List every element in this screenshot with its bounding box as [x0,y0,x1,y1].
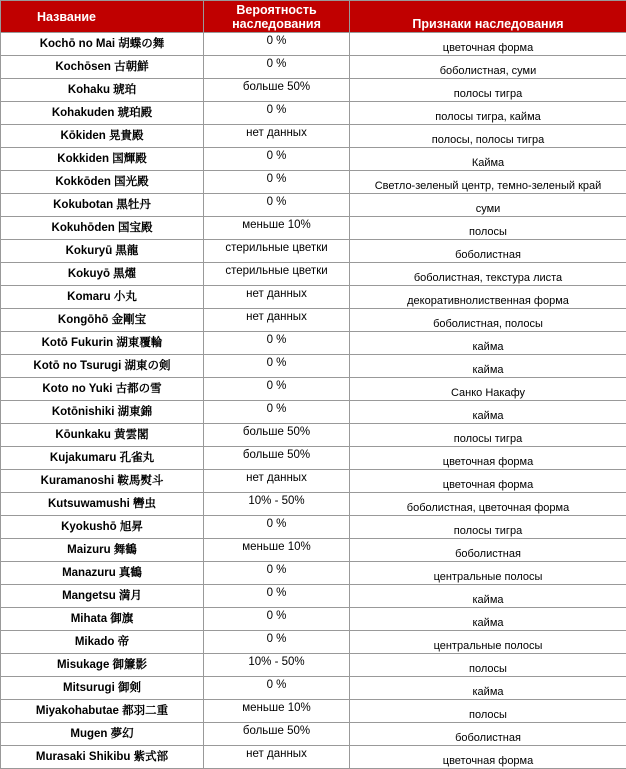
table-row [1,608,626,631]
cell-name: Kōunkaku 黄雲閣 [1,424,204,447]
cell-features: боболистная, цветочная форма [350,493,626,516]
cell-probability: 0 % [204,56,350,79]
cell-features: боболистная [350,240,626,263]
table-row [1,700,626,723]
cell-name: Kokuryū 黒龍 [1,240,204,263]
cell-probability: 0 % [204,332,350,355]
table-row [1,631,626,654]
cell-probability: 0 % [204,171,350,194]
cell-name: Kohaku 琥珀 [1,79,204,102]
table-row [1,125,626,148]
cell-probability: 0 % [204,608,350,631]
cell-probability: больше 50% [204,424,350,447]
header-row [1,1,626,33]
table-row [1,148,626,171]
cell-features: полосы, полосы тигра [350,125,626,148]
cell-features: кайма [350,677,626,700]
table-row [1,677,626,700]
cell-features: кайма [350,355,626,378]
cell-name: Kokkōden 国光殿 [1,171,204,194]
cell-probability: больше 50% [204,447,350,470]
cell-features: Кайма [350,148,626,171]
header-features: Признаки наследования [350,1,626,33]
table-row [1,194,626,217]
header-name: Название [1,1,204,33]
cell-probability: 10% - 50% [204,654,350,677]
cell-features: боболистная, суми [350,56,626,79]
cell-probability: стерильные цветки [204,240,350,263]
cell-name: Mitsurugi 御剣 [1,677,204,700]
cell-probability: 0 % [204,102,350,125]
cell-probability: 0 % [204,631,350,654]
cell-probability: меньше 10% [204,539,350,562]
cell-features: полосы тигра, кайма [350,102,626,125]
cell-features: полосы тигра [350,424,626,447]
cell-features: суми [350,194,626,217]
cell-probability: меньше 10% [204,700,350,723]
table-row [1,56,626,79]
cell-features: кайма [350,332,626,355]
cell-features: декоративнолиственная форма [350,286,626,309]
table-row [1,493,626,516]
table-row [1,79,626,102]
table-body [1,33,626,769]
cell-features: боболистная, полосы [350,309,626,332]
cell-name: Mangetsu 満月 [1,585,204,608]
table-row [1,332,626,355]
cell-name: Manazuru 真鶴 [1,562,204,585]
cell-features: боболистная [350,723,626,746]
cell-probability: 0 % [204,677,350,700]
cell-name: Kotō no Tsurugi 湖東の剣 [1,355,204,378]
cell-name: Mihata 御旗 [1,608,204,631]
cell-name: Kotōnishiki 湖東錦 [1,401,204,424]
cell-probability: 0 % [204,148,350,171]
cell-name: Kochō no Mai 胡蝶の舞 [1,33,204,56]
table-row [1,723,626,746]
table-row [1,355,626,378]
cell-name: Kongōhō 金剛宝 [1,309,204,332]
cell-probability: больше 50% [204,723,350,746]
cell-probability: 0 % [204,33,350,56]
cell-probability: нет данных [204,125,350,148]
table-row [1,309,626,332]
cell-name: Kutsuwamushi 轡虫 [1,493,204,516]
cell-probability: больше 50% [204,79,350,102]
cell-probability: 0 % [204,585,350,608]
cell-name: Kyokushō 旭昇 [1,516,204,539]
cell-name: Kokkiden 国輝殿 [1,148,204,171]
cell-name: Misukage 御簾影 [1,654,204,677]
cell-features: цветочная форма [350,447,626,470]
cell-name: Kujakumaru 孔雀丸 [1,447,204,470]
table-row [1,539,626,562]
table-row [1,263,626,286]
cell-name: Kokuhōden 国宝殿 [1,217,204,240]
table-row [1,240,626,263]
cell-name: Kōkiden 晃貴殿 [1,125,204,148]
cell-features: Светло-зеленый центр, темно-зеленый край [350,171,626,194]
cell-probability: меньше 10% [204,217,350,240]
cell-features: полосы [350,217,626,240]
table-row [1,562,626,585]
cell-name: Kochōsen 古朝鮮 [1,56,204,79]
table-row [1,585,626,608]
table-row [1,102,626,125]
table-row [1,401,626,424]
header-probability-line2: наследования [232,17,321,31]
cell-probability: 0 % [204,355,350,378]
cell-features: цветочная форма [350,746,626,769]
cell-features: цветочная форма [350,33,626,56]
table-row [1,171,626,194]
cell-features: кайма [350,401,626,424]
cell-features: боболистная, текстура листа [350,263,626,286]
cell-name: Kokuyō 黒燿 [1,263,204,286]
cell-probability: нет данных [204,286,350,309]
cell-probability: 0 % [204,378,350,401]
cell-name: Murasaki Shikibu 紫式部 [1,746,204,769]
cell-features: центральные полосы [350,631,626,654]
cell-name: Mugen 夢幻 [1,723,204,746]
cell-probability: стерильные цветки [204,263,350,286]
cell-probability: нет данных [204,309,350,332]
cell-probability: 0 % [204,401,350,424]
table-row [1,516,626,539]
cell-features: Санко Накафу [350,378,626,401]
cell-name: Mikado 帝 [1,631,204,654]
cell-probability: 0 % [204,516,350,539]
table-row [1,378,626,401]
cell-probability: нет данных [204,746,350,769]
cell-features: полосы [350,700,626,723]
cell-probability: 0 % [204,562,350,585]
cell-features: полосы тигра [350,79,626,102]
table-row [1,470,626,493]
cell-probability: 10% - 50% [204,493,350,516]
cell-name: Kuramanoshi 鞍馬熨斗 [1,470,204,493]
cell-features: центральные полосы [350,562,626,585]
table-row [1,424,626,447]
table-row [1,217,626,240]
cell-features: полосы тигра [350,516,626,539]
cell-name: Komaru 小丸 [1,286,204,309]
cell-name: Kokubotan 黒牡丹 [1,194,204,217]
cell-probability: 0 % [204,194,350,217]
cell-name: Maizuru 舞鶴 [1,539,204,562]
cell-features: полосы [350,654,626,677]
cell-name: Kohakuden 琥珀殿 [1,102,204,125]
cell-features: кайма [350,585,626,608]
cell-features: боболистная [350,539,626,562]
table-row [1,286,626,309]
cell-features: цветочная форма [350,470,626,493]
table-row [1,33,626,56]
table-row [1,654,626,677]
cell-features: кайма [350,608,626,631]
cell-name: Kotō Fukurin 湖東覆輪 [1,332,204,355]
cell-name: Miyakohabutae 都羽二重 [1,700,204,723]
table-row [1,746,626,769]
header-probability-line1: Вероятность [236,3,316,17]
cell-probability: нет данных [204,470,350,493]
table-row [1,447,626,470]
cell-name: Koto no Yuki 古都の雪 [1,378,204,401]
header-probability [204,1,350,33]
